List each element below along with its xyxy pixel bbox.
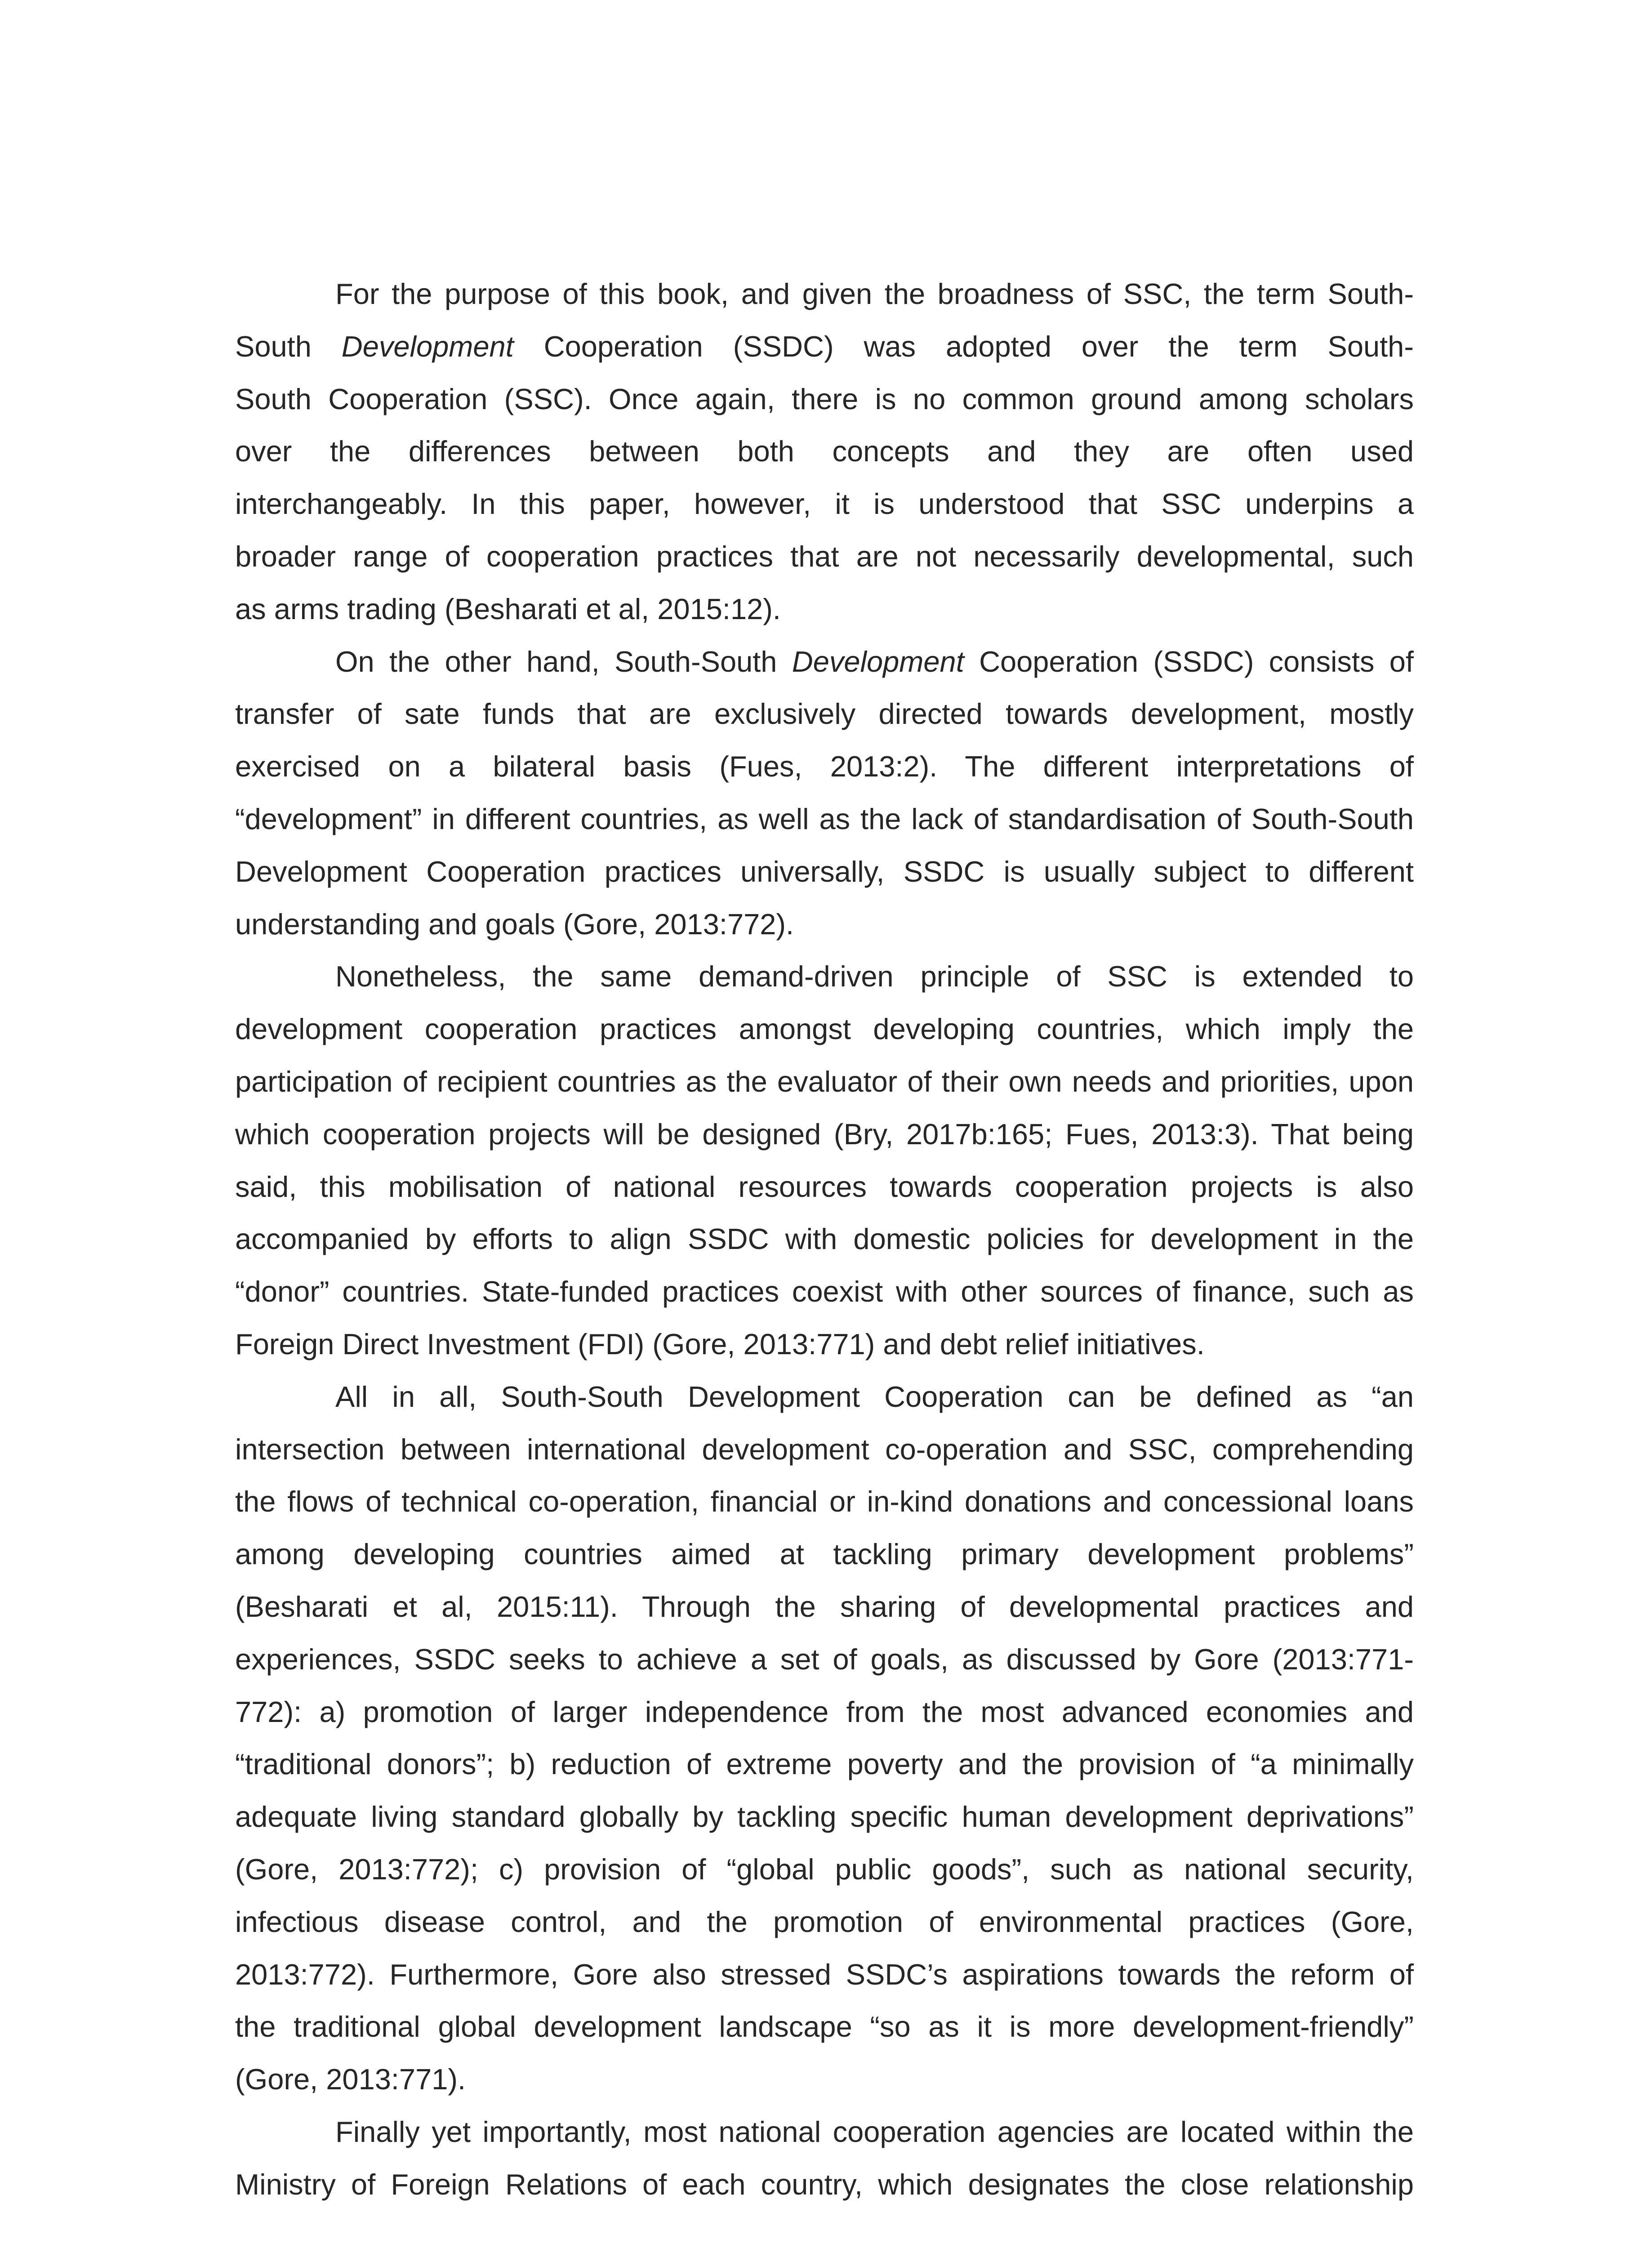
text-line: Finally yet importantly, most national cooperation agencies are located within the xyxy=(335,2115,1414,2148)
text-line: said, this mobilisation of national resources towards cooperation projects is also xyxy=(235,1170,1414,1203)
text-line: intersection between international development co-operation and SSC, comprehending xyxy=(235,1432,1414,1466)
text-segment: Cooperation (SSDC) consists of xyxy=(964,645,1414,678)
italic-term: Development xyxy=(792,645,964,678)
text-line: For the purpose of this book, and given the broadness of SSC, the term South- xyxy=(335,277,1414,310)
text-line: (Gore, 2013:772); c) provision of “global public goods”, such as national security, xyxy=(235,1852,1414,1886)
text-line: Development Cooperation practices universally, SSDC is usually subject to different xyxy=(235,855,1414,888)
body-text xyxy=(235,268,1414,2211)
text-line: Ministry of Foreign Relations of each country, which designates the close relationship xyxy=(235,2168,1414,2201)
text-line: All in all, South-South Development Cooperation can be defined as “an xyxy=(335,1380,1414,1413)
text-line: broader range of cooperation practices that are not necessarily developmental, such xyxy=(235,540,1414,573)
text-line: development cooperation practices amongst developing countries, which imply the xyxy=(235,1012,1414,1046)
text-line: participation of recipient countries as the evaluator of their own needs and priorities, upon xyxy=(235,1065,1414,1098)
text-line: the flows of technical co-operation, financial or in-kind donations and concessional loans xyxy=(235,1485,1414,1518)
text-line: 2013:772). Furthermore, Gore also stressed SSDC’s aspirations towards the reform of xyxy=(235,1958,1414,1991)
text-line: interchangeably. In this paper, however, it is understood that SSC underpins a xyxy=(235,487,1414,521)
text-line: transfer of sate funds that are exclusively directed towards development, mostly xyxy=(235,697,1414,731)
text-line: 772): a) promotion of larger independence from the most advanced economies and xyxy=(235,1695,1414,1728)
text-segment: Cooperation (SSDC) was adopted over the term South- xyxy=(513,330,1414,363)
text-segment: On the other hand, South-South xyxy=(335,645,792,678)
text-line: (Besharati et al, 2015:11). Through the sharing of developmental practices and xyxy=(235,1590,1414,1623)
paragraph xyxy=(235,950,1414,1370)
text-line: “development” in different countries, as well as the lack of standardisation of South-South xyxy=(235,802,1414,835)
paragraph xyxy=(235,268,1414,636)
text-line: understanding and goals (Gore, 2013:772). xyxy=(235,907,794,941)
text-line: South Cooperation (SSC). Once again, there is no common ground among scholars xyxy=(235,382,1414,415)
text-line: “traditional donors”; b) reduction of extreme poverty and the provision of “a minimally xyxy=(235,1748,1414,1781)
text-line: among developing countries aimed at tackling primary development problems” xyxy=(235,1538,1414,1571)
paragraph xyxy=(235,636,1414,951)
paragraph xyxy=(235,1371,1414,2106)
text-line xyxy=(235,636,1414,688)
text-line: experiences, SSDC seeks to achieve a set of goals, as discussed by Gore (2013:771- xyxy=(235,1642,1414,1676)
text-line: infectious disease control, and the promotion of environmental practices (Gore, xyxy=(235,1905,1414,1938)
text-line: which cooperation projects will be designed (Bry, 2017b:165; Fues, 2013:3). That being xyxy=(235,1117,1414,1151)
text-line: as arms trading (Besharati et al, 2015:12). xyxy=(235,592,781,625)
text-line: accompanied by efforts to align SSDC with domestic policies for development in the xyxy=(235,1222,1414,1256)
text-line: (Gore, 2013:771). xyxy=(235,2063,466,2096)
paragraph xyxy=(235,2106,1414,2211)
text-segment: South xyxy=(235,330,342,363)
text-line: Nonetheless, the same demand-driven principle of SSC is extended to xyxy=(335,960,1414,993)
text-line: Foreign Direct Investment (FDI) (Gore, 2013:771) and debt relief initiatives. xyxy=(235,1327,1205,1360)
text-line: adequate living standard globally by tackling specific human development deprivations” xyxy=(235,1800,1414,1833)
text-line: “donor” countries. State-funded practices coexist with other sources of finance, such as xyxy=(235,1275,1414,1308)
text-line: over the differences between both concepts and they are often used xyxy=(235,435,1414,468)
text-line: the traditional global development landscape “so as it is more development-friendly” xyxy=(235,2010,1414,2043)
italic-term: Development xyxy=(341,330,514,363)
text-line xyxy=(235,321,1414,373)
text-line: exercised on a bilateral basis (Fues, 2013:2). The different interpretations of xyxy=(235,750,1414,783)
